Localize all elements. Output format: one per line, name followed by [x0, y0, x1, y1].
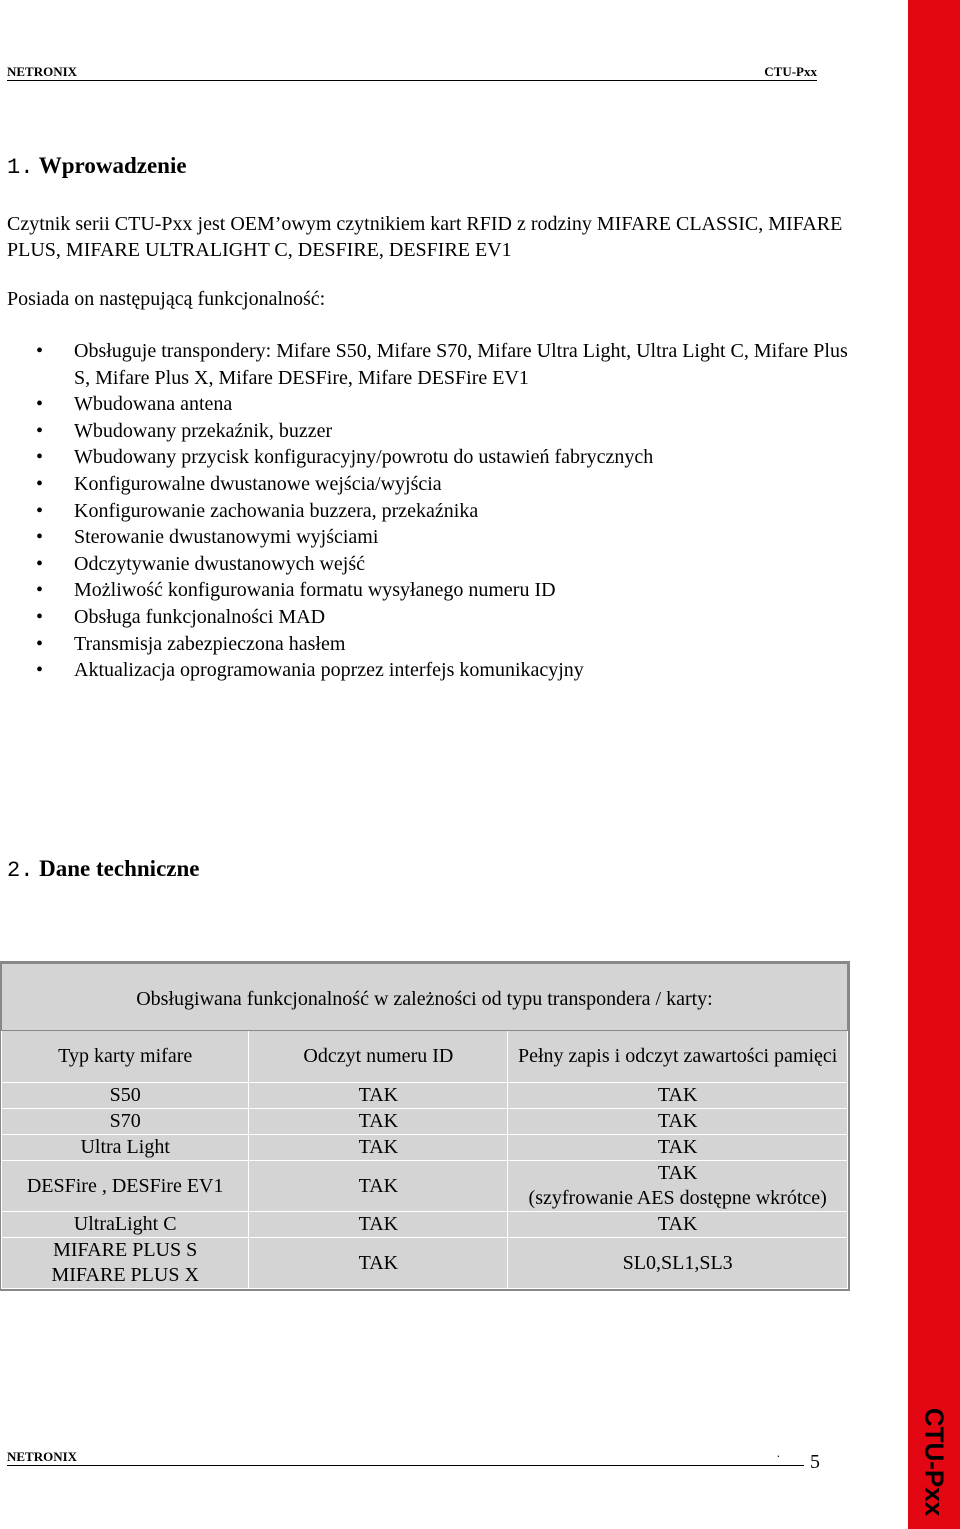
table-cell: UltraLight C — [2, 1212, 249, 1238]
table-cell: TAK — [249, 1238, 508, 1289]
transponder-functionality-table — [1, 963, 848, 1289]
list-item: • Możliwość konfigurowania formatu wysyłanego numeru ID — [36, 577, 866, 604]
table-caption-row — [2, 964, 848, 1031]
table-cell: TAK — [249, 1161, 508, 1212]
table-header-row — [2, 1031, 848, 1083]
table-caption: Obsługiwana funkcjonalność w zależności od typu transpondera / karty: — [2, 964, 848, 1031]
table-cell: MIFARE PLUS S MIFARE PLUS X — [2, 1238, 249, 1289]
header-product: CTU-Pxx — [764, 64, 817, 79]
table-cell: DESFire , DESFire EV1 — [2, 1161, 249, 1212]
header-full-rw: Pełny zapis i odczyt zawartości pamięci — [508, 1031, 848, 1083]
section-1-heading — [7, 153, 187, 180]
header-company: NETRONIX — [7, 64, 78, 79]
list-item: • Transmisja zabezpieczona hasłem — [36, 631, 866, 658]
list-item: • Odczytywanie dwustanowych wejść — [36, 551, 866, 578]
list-item: • Obsługa funkcjonalności MAD — [36, 604, 866, 631]
section-1-title: Wprowadzenie — [38, 153, 187, 178]
table-cell: TAK — [249, 1135, 508, 1161]
list-item: • Wbudowana antena — [36, 391, 866, 418]
table-cell: TAK (szyfrowanie AES dostępne wkrótce) — [508, 1161, 848, 1212]
table-row — [2, 1109, 848, 1135]
list-item: • Konfigurowanie zachowania buzzera, przekaźnika — [36, 498, 866, 525]
page-header — [7, 64, 817, 81]
table-row — [2, 1161, 848, 1212]
table-cell: TAK — [508, 1135, 848, 1161]
table-cell: S70 — [2, 1109, 249, 1135]
table-cell: S50 — [2, 1083, 249, 1109]
table-row — [2, 1212, 848, 1238]
table-cell: SL0,SL1,SL3 — [508, 1238, 848, 1289]
section-2-heading — [7, 856, 199, 883]
feature-list — [36, 338, 866, 684]
table-row — [2, 1238, 848, 1289]
table-row — [2, 1083, 848, 1109]
intro-paragraph: Czytnik serii CTU-Pxx jest OEM’owym czytnikiem kart RFID z rodziny MIFARE CLASSIC, MIFARE PLUS, MIFARE ULTRALIGHT C, DESFIRE, DESFIRE EV1 — [7, 213, 843, 261]
list-item: • Wbudowany przycisk konfiguracyjny/powrotu do ustawień fabrycznych — [36, 444, 866, 471]
table-row — [2, 1135, 848, 1161]
side-color-bar — [908, 0, 960, 1529]
list-item: • Sterowanie dwustanowymi wyjściami — [36, 524, 866, 551]
side-product-label: CTU-Pxx — [919, 1407, 950, 1517]
page-footer — [7, 1445, 804, 1466]
table-cell: TAK — [508, 1212, 848, 1238]
list-item: • Aktualizacja oprogramowania poprzez interfejs komunikacyjny — [36, 657, 866, 684]
section-2-title: Dane techniczne — [39, 856, 200, 881]
table-cell: Ultra Light — [2, 1135, 249, 1161]
header-card-type: Typ karty mifare — [2, 1031, 249, 1083]
table-cell: TAK — [249, 1212, 508, 1238]
table-cell: TAK — [508, 1109, 848, 1135]
header-read-id: Odczyt numeru ID — [249, 1031, 508, 1083]
section-1-number: 1. — [7, 155, 34, 180]
section-2-number: 2. — [7, 858, 34, 883]
list-item: • Konfigurowalne dwustanowe wejścia/wyjścia — [36, 471, 866, 498]
table-cell: TAK — [249, 1083, 508, 1109]
list-item: • Obsługuje transpondery: Mifare S50, Mifare S70, Mifare Ultra Light, Ultra Light C, Mifare Plus S, Mifare Plus X, Mifare DESFire, Mifare DESFire EV1 — [36, 338, 866, 391]
table-cell: TAK — [249, 1109, 508, 1135]
footer-company: NETRONIX — [7, 1449, 78, 1464]
list-item: • Wbudowany przekaźnik, buzzer — [36, 418, 866, 445]
table-cell: TAK — [508, 1083, 848, 1109]
features-lead: Posiada on następującą funkcjonalność: — [7, 288, 326, 310]
page-number: 5 — [810, 1451, 820, 1473]
footer-dot: . — [776, 1445, 780, 1460]
